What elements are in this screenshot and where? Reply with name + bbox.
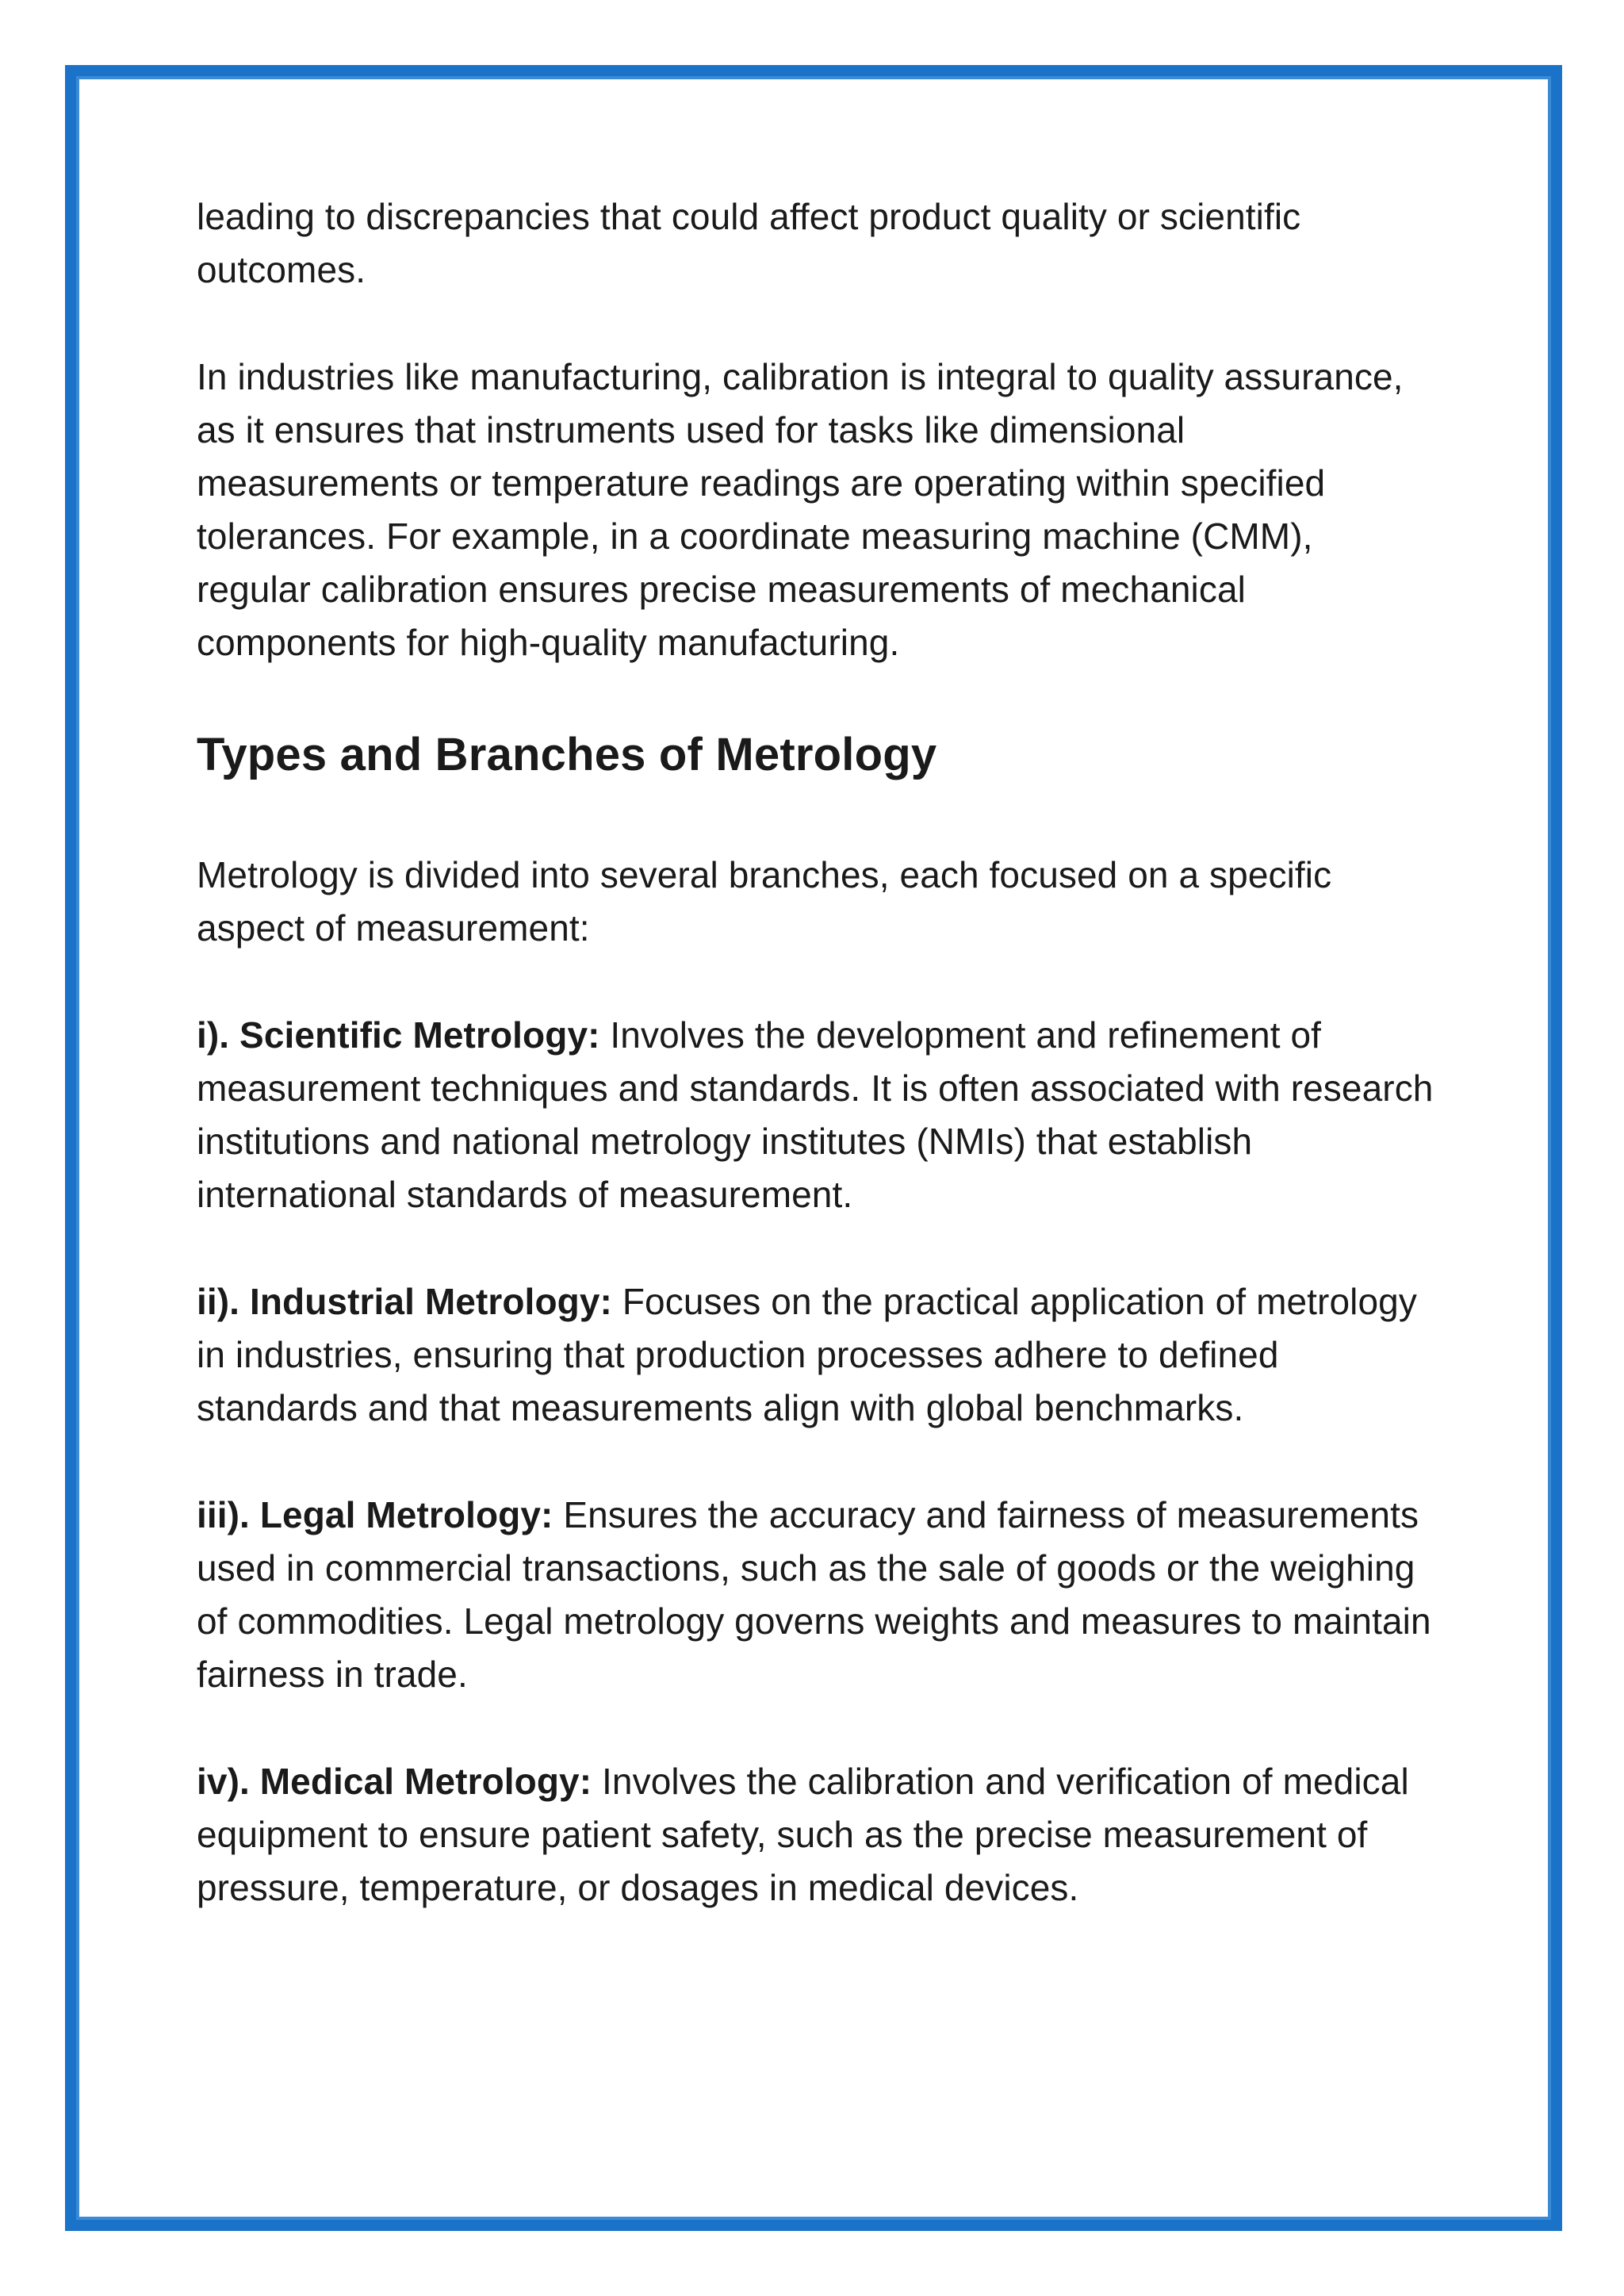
industry-paragraph: In industries like manufacturing, calibration is integral to quality assurance, as it ensures that instruments used for tasks like dimensional measurements or temperature readings are operating within specified tolerances. For example, in a coordinate measuring machine (CMM), regular calibration ensures precise measurements of mechanical components for high-quality manufacturing.: [197, 356, 1404, 663]
branch-label: i). Scientific Metrology:: [197, 1014, 600, 1056]
document-body: [197, 190, 1434, 1968]
intro-paragraph: leading to discrepancies that could affect product quality or scientific outcomes.: [197, 196, 1301, 290]
branch-scientific: [197, 1009, 1434, 1221]
branch-legal: [197, 1489, 1434, 1701]
section-intro-paragraph: Metrology is divided into several branches, each focused on a specific aspect of measurement:: [197, 854, 1332, 949]
branch-medical: [197, 1755, 1434, 1915]
section-heading: Types and Branches of Metrology: [197, 729, 937, 780]
branch-text: Focuses on the practical application of metrology in industries, ensuring that production processes adhere to defined standards and that measurements align with global benchmarks.: [197, 1281, 1417, 1428]
branch-industrial: [197, 1275, 1434, 1435]
branch-text: Ensures the accuracy and fairness of measurements used in commercial transactions, such as the sale of goods or the weighing of commodities. Legal metrology governs weights and measures to maintain fairness in trade.: [197, 1494, 1431, 1695]
branch-label: ii). Industrial Metrology:: [197, 1281, 612, 1322]
branch-text: Involves the calibration and verification of medical equipment to ensure patient safety, such as the precise measurement of pressure, temperature, or dosages in medical devices.: [197, 1761, 1409, 1908]
branch-label: iii). Legal Metrology:: [197, 1494, 553, 1535]
branch-label: iv). Medical Metrology:: [197, 1761, 592, 1802]
branch-text: Involves the development and refinement of measurement techniques and standards. It is often associated with research institutions and national metrology institutes (NMIs) that establish international standards of measurement.: [197, 1014, 1434, 1215]
